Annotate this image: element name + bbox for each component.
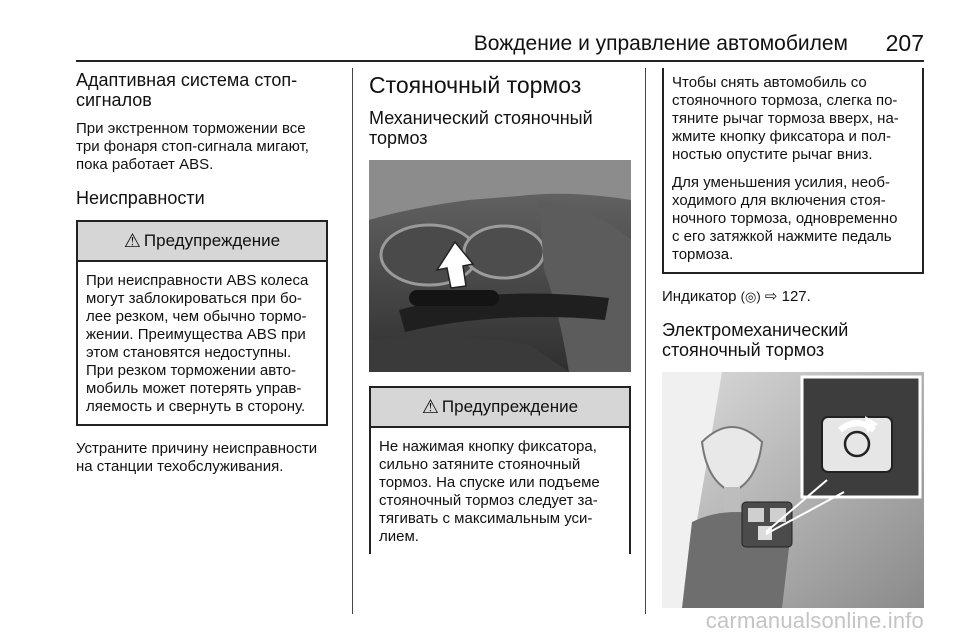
page-number: 207 (885, 30, 924, 56)
warning-header (78, 222, 326, 262)
warning-title: Предупреждение (441, 397, 579, 416)
warning-continuation-box (662, 68, 924, 274)
heading-mechanical-parking-brake: Механический стояночный тормоз (369, 108, 593, 148)
page-ref-arrow-icon: ⇨ (764, 288, 778, 305)
warning-triangle-icon: ⚠ (421, 396, 439, 418)
image-electric-parking-brake-switch (662, 372, 924, 608)
column-divider-2 (645, 68, 646, 614)
heading-adaptive-brake-lights: Адаптивная система стоп- сигналов (76, 70, 298, 110)
paragraph-fix-fault: Устраните причину неисправности на станции техобслуживания. (76, 440, 318, 475)
warning-text: Не нажимая кнопку фиксатора, сильно затяните стояночный тормоз. На спуске или подъеме стояночный тормоз следует за- тягивать с максимальным уси- лием. (379, 438, 600, 545)
running-header-title: Вождение и управление автомобилем (473, 32, 848, 55)
warning-text: При неисправности ABS колеса могут заблокироваться при бо- лее резком, чем обычно тормо- жении. Преимущества ABS при этом становятся недоступны. При резком торможении авто- мобиль может потерять управ- ляемость и свернуть в сторону. (86, 272, 309, 415)
warning-header (371, 388, 629, 428)
warning-box-abs (76, 220, 328, 426)
brake-indicator-icon: (◎) (740, 289, 761, 304)
watermark: carmanualsonline.info (705, 608, 924, 633)
heading-electromechanical-brake: Электромеханический стояночный тормоз (662, 320, 849, 360)
indicator-page-ref: 127. (781, 288, 811, 305)
heading-faults: Неисправности (76, 188, 205, 208)
image-handbrake-lever (369, 160, 631, 372)
paragraph-adaptive-brake-lights: При экстренном торможении все три фонаря стоп-сигнала мигают, пока работает ABS. (76, 120, 309, 173)
warning-title: Предупреждение (143, 231, 281, 250)
warning-triangle-icon: ⚠ (123, 230, 141, 252)
paragraph-release-brake: Чтобы снять автомобиль со стояночного тормоза, слегка по- тяните рычаг тормоза вверх, на- жмите кнопку фиксатора и пол- ностью опустите рычаг вниз. (672, 74, 899, 163)
indicator-reference (662, 288, 924, 306)
header-rule (76, 60, 924, 62)
column-divider-1 (352, 68, 353, 614)
heading-parking-brake: Стояночный тормоз (369, 72, 582, 98)
column-3 (662, 68, 924, 608)
warning-box-parking-brake (369, 386, 631, 554)
indicator-label: Индикатор (662, 288, 737, 305)
column-1 (76, 70, 328, 490)
column-2 (369, 70, 631, 568)
paragraph-reduce-effort: Для уменьшения усилия, необ- ходимого для включения стоя- ночного тормоза, одновременно с его затяжкой нажмите педаль тормоза. (672, 174, 898, 263)
